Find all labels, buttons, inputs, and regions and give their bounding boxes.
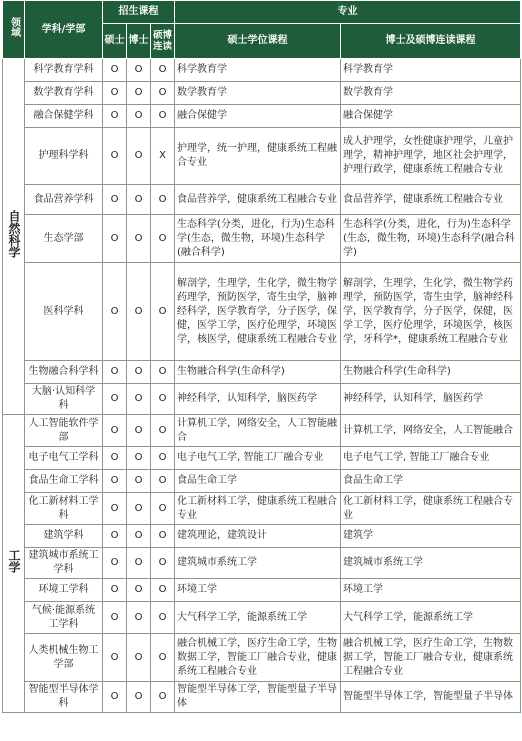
doctor-course-cell: 生态科学(分类，进化，行为)生态科学(生态，微生物，环境)生态科学(融合科学): [341, 215, 521, 263]
combined-mark: O: [151, 548, 175, 579]
master-course-cell: 解剖学，生理学，生化学，微生物学药理学，预防医学，寄生虫学，脑神经科学，医学教育学，分子医学，保健，医学工学，医疗伦理学，环境医学，核医学，健康系统工程融合专业: [175, 263, 341, 361]
table-row: [3, 384, 521, 415]
master-course-cell: 生态科学(分类，进化，行为)生态科学(生态，微生物，环境)生态科学(融合科学): [175, 215, 341, 263]
doctor-course-cell: 环境工学: [341, 579, 521, 602]
dept-cell: 建筑城市系统工学科: [25, 548, 103, 579]
dept-cell: 生态学部: [25, 215, 103, 263]
doctor-mark: O: [127, 361, 151, 384]
header-master-course: 硕士学位课程: [175, 24, 341, 59]
table-row: [3, 185, 521, 215]
master-course-cell: 建筑理论，建筑设计: [175, 525, 341, 548]
master-course-cell: 护理学，统一护理，健康系统工程融合专业: [175, 128, 341, 185]
dept-cell: 护理科学科: [25, 128, 103, 185]
table-row: [3, 415, 521, 447]
master-mark: O: [103, 470, 127, 493]
table-row: [3, 493, 521, 525]
doctor-course-cell: 科学教育学: [341, 59, 521, 82]
doctor-mark: O: [127, 105, 151, 128]
doctor-course-cell: 化工新材料工学，健康系统工程融合专业: [341, 493, 521, 525]
combined-mark: O: [151, 525, 175, 548]
master-course-cell: 生物融合科学(生命科学): [175, 361, 341, 384]
combined-mark: O: [151, 185, 175, 215]
master-mark: O: [103, 602, 127, 634]
header-major: 专业: [175, 1, 521, 24]
table-row: [3, 602, 521, 634]
doctor-mark: O: [127, 415, 151, 447]
doctor-mark: O: [127, 579, 151, 602]
doctor-mark: O: [127, 493, 151, 525]
doctor-course-cell: 生物融合科学(生命科学): [341, 361, 521, 384]
doctor-course-cell: 融合机械工学，医疗生命工学，生物数据工学，智能工厂融合专业，健康系统工程融合专业: [341, 634, 521, 682]
table-row: [3, 215, 521, 263]
doctor-mark: O: [127, 59, 151, 82]
table-row: [3, 128, 521, 185]
combined-mark: X: [151, 128, 175, 185]
master-mark: O: [103, 263, 127, 361]
doctor-course-cell: 数学教育学: [341, 82, 521, 105]
master-mark: O: [103, 215, 127, 263]
combined-mark: O: [151, 447, 175, 470]
doctor-course-cell: 建筑城市系统工学: [341, 548, 521, 579]
master-mark: O: [103, 361, 127, 384]
table-row: [3, 682, 521, 713]
doctor-mark: O: [127, 263, 151, 361]
dept-cell: 气候·能源系统工学科: [25, 602, 103, 634]
master-course-cell: 融合保健学: [175, 105, 341, 128]
master-mark: O: [103, 682, 127, 713]
master-mark: O: [103, 105, 127, 128]
doctor-course-cell: 神经科学，认知科学，脑医药学: [341, 384, 521, 415]
doctor-mark: O: [127, 384, 151, 415]
master-course-cell: 电子电气工学, 智能工厂融合专业: [175, 447, 341, 470]
header-doctor-course: 博士及硕博连读课程: [341, 24, 521, 59]
dept-cell: 医科学科: [25, 263, 103, 361]
doctor-mark: O: [127, 215, 151, 263]
field-cell: 自然科学: [3, 59, 25, 415]
master-course-cell: 环境工学: [175, 579, 341, 602]
combined-mark: O: [151, 59, 175, 82]
dept-cell: 科学教育学科: [25, 59, 103, 82]
combined-mark: O: [151, 215, 175, 263]
combined-mark: O: [151, 634, 175, 682]
dept-cell: 环境工学科: [25, 579, 103, 602]
combined-mark: O: [151, 361, 175, 384]
master-mark: O: [103, 384, 127, 415]
dept-cell: 食品生命工学科: [25, 470, 103, 493]
header-row-1: [3, 1, 521, 24]
master-course-cell: 食品生命工学: [175, 470, 341, 493]
header-master: 硕士: [103, 24, 127, 59]
dept-cell: 食品营养学科: [25, 185, 103, 215]
doctor-course-cell: 食品生命工学: [341, 470, 521, 493]
doctor-course-cell: 计算机工学，网络安全，人工智能融合: [341, 415, 521, 447]
header-doctor: 博士: [127, 24, 151, 59]
table-row: [3, 447, 521, 470]
dept-cell: 建筑学科: [25, 525, 103, 548]
header-recruit: 招生课程: [103, 1, 175, 24]
master-mark: O: [103, 128, 127, 185]
doctor-course-cell: 建筑学: [341, 525, 521, 548]
header-combined: 硕博连读: [151, 24, 175, 59]
doctor-mark: O: [127, 548, 151, 579]
combined-mark: O: [151, 105, 175, 128]
dept-cell: 化工新材料工学科: [25, 493, 103, 525]
doctor-mark: O: [127, 470, 151, 493]
table-row: [3, 361, 521, 384]
master-course-cell: 智能型半导体工学，智能型量子半导体: [175, 682, 341, 713]
master-mark: O: [103, 548, 127, 579]
dept-cell: 数学教育学科: [25, 82, 103, 105]
combined-mark: O: [151, 493, 175, 525]
master-course-cell: 科学教育学: [175, 59, 341, 82]
dept-cell: 大脑·认知科学科: [25, 384, 103, 415]
doctor-mark: O: [127, 128, 151, 185]
dept-cell: 人类机械生物工学部: [25, 634, 103, 682]
table-row: [3, 548, 521, 579]
combined-mark: O: [151, 263, 175, 361]
combined-mark: O: [151, 602, 175, 634]
master-course-cell: 化工新材料工学，健康系统工程融合专业: [175, 493, 341, 525]
master-mark: O: [103, 493, 127, 525]
master-mark: O: [103, 82, 127, 105]
combined-mark: O: [151, 579, 175, 602]
header-dept: 学科/学部: [25, 1, 103, 59]
table-body: [3, 59, 521, 713]
table-row: [3, 579, 521, 602]
combined-mark: O: [151, 415, 175, 447]
dept-cell: 融合保健学科: [25, 105, 103, 128]
master-mark: O: [103, 525, 127, 548]
doctor-course-cell: 融合保健学: [341, 105, 521, 128]
master-course-cell: 计算机工学，网络安全，人工智能融合: [175, 415, 341, 447]
doctor-mark: O: [127, 447, 151, 470]
doctor-mark: O: [127, 525, 151, 548]
doctor-mark: O: [127, 634, 151, 682]
master-mark: O: [103, 447, 127, 470]
table-row: [3, 59, 521, 82]
dept-cell: 生物融合科学科: [25, 361, 103, 384]
master-course-cell: 神经科学，认知科学，脑医药学: [175, 384, 341, 415]
doctor-mark: O: [127, 82, 151, 105]
dept-cell: 电子电气工学科: [25, 447, 103, 470]
doctor-mark: O: [127, 185, 151, 215]
master-mark: O: [103, 634, 127, 682]
master-course-cell: 大气科学工学，能源系统工学: [175, 602, 341, 634]
master-mark: O: [103, 579, 127, 602]
table-row: [3, 525, 521, 548]
header-field: 领域: [3, 1, 25, 59]
combined-mark: O: [151, 82, 175, 105]
combined-mark: O: [151, 470, 175, 493]
doctor-course-cell: 食品营养学，健康系统工程融合专业: [341, 185, 521, 215]
table-row: [3, 263, 521, 361]
table-row: [3, 105, 521, 128]
doctor-course-cell: 电子电气工学, 智能工厂融合专业: [341, 447, 521, 470]
doctor-course-cell: 解剖学，生理学，生化学，微生物学药理学，预防医学，寄生虫学，脑神经科学，医学教育学，分子医学，保健，医学工学，医疗伦理学，环境医学，核医学，牙科学*，健康系统工程融合专业: [341, 263, 521, 361]
table-row: [3, 82, 521, 105]
table-row: [3, 634, 521, 682]
dept-cell: 智能型半导体学科: [25, 682, 103, 713]
master-course-cell: 食品营养学，健康系统工程融合专业: [175, 185, 341, 215]
master-mark: O: [103, 415, 127, 447]
doctor-mark: O: [127, 602, 151, 634]
field-cell: 工学: [3, 415, 25, 713]
master-mark: O: [103, 185, 127, 215]
doctor-course-cell: 智能型半导体工学，智能型量子半导体: [341, 682, 521, 713]
master-course-cell: 融合机械工学，医疗生命工学，生物数据工学，智能工厂融合专业，健康系统工程融合专业: [175, 634, 341, 682]
doctor-mark: O: [127, 682, 151, 713]
combined-mark: O: [151, 384, 175, 415]
master-mark: O: [103, 59, 127, 82]
table-row: [3, 470, 521, 493]
master-course-cell: 数学教育学: [175, 82, 341, 105]
dept-cell: 人工智能软件学部: [25, 415, 103, 447]
master-course-cell: 建筑城市系统工学: [175, 548, 341, 579]
doctor-course-cell: 成人护理学，女性健康护理学，儿童护理学，精神护理学，地区社会护理学，护理行政学，健康系统工程融合专业: [341, 128, 521, 185]
doctor-course-cell: 大气科学工学，能源系统工学: [341, 602, 521, 634]
combined-mark: O: [151, 682, 175, 713]
program-table: [2, 0, 521, 713]
